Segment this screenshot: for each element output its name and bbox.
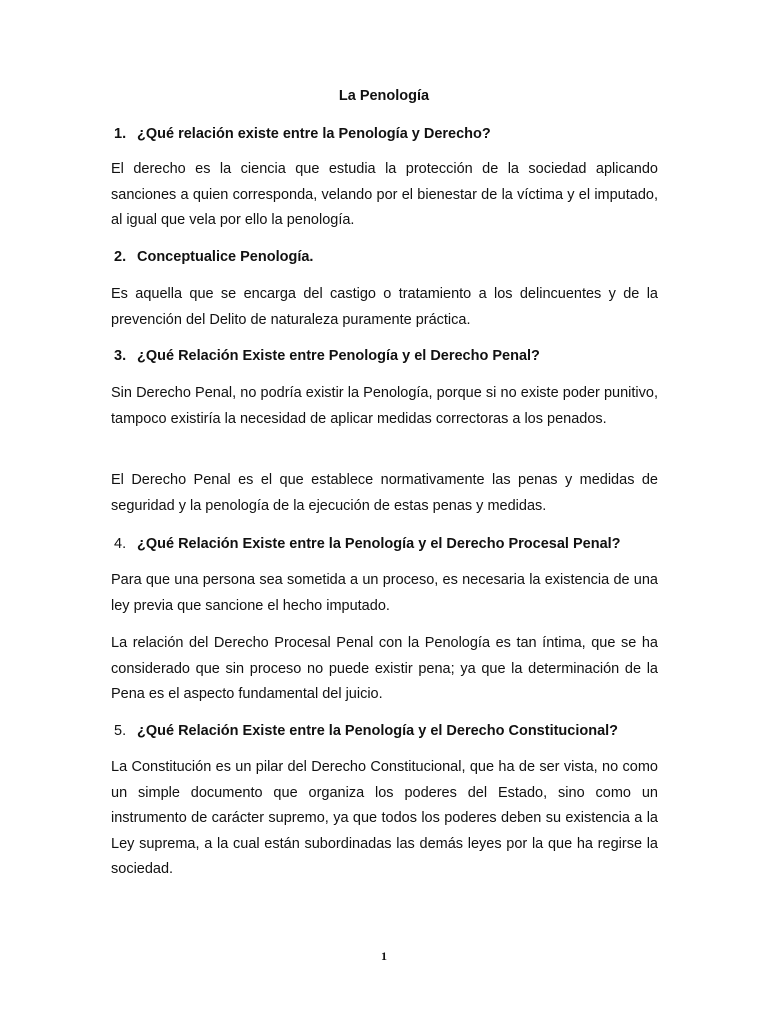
section-number: 2. [114, 249, 127, 265]
document-title: La Penología [338, 88, 430, 104]
section-5-heading [114, 721, 674, 741]
section-number: 3. [114, 348, 127, 364]
section-1-paragraph-1: El derecho es la ciencia que estudia la protección de la sociedad aplicando sanciones a quien corresponda, velando por el bienestar de la víctima y el imputado, al igual que vela por ello la penología. [111, 161, 658, 228]
section-question: Conceptualice Penología. [137, 249, 314, 265]
section-4-paragraph-2: La relación del Derecho Procesal Penal con la Penología es tan íntima, que se ha considerado que sin proceso no puede existir pena; ya que la determinación de la Pena es el aspecto fundamental del juicio. [111, 635, 658, 702]
section-3-heading [114, 346, 674, 366]
section-4-paragraph-1: Para que una persona sea sometida a un proceso, es necesaria la existencia de una ley previa que sancione el hecho imputado. [111, 572, 658, 614]
section-number: 4. [114, 536, 127, 552]
section-number: 5. [114, 723, 127, 739]
section-number: 1. [114, 126, 127, 142]
section-question: ¿Qué Relación Existe entre la Penología y el Derecho Procesal Penal? [137, 536, 621, 552]
page-number: 1 [381, 949, 387, 963]
section-4-heading [114, 534, 674, 554]
section-3-paragraph-1: Sin Derecho Penal, no podría existir la Penología, porque si no existe poder punitivo, tampoco existiría la necesidad de aplicar medidas correctoras a los penados. [111, 385, 658, 427]
section-question: ¿Qué Relación Existe entre Penología y el Derecho Penal? [137, 348, 540, 364]
section-3-paragraph-2: El Derecho Penal es el que establece normativamente las penas y medidas de seguridad y la penología de la ejecución de estas penas y medidas. [111, 472, 658, 514]
section-1-heading [114, 124, 674, 144]
section-2-heading [114, 247, 674, 267]
section-5-paragraph-1: La Constitución es un pilar del Derecho Constitucional, que ha de ser vista, no como un simple documento que organiza los poderes del Estado, sino como un instrumento de carácter supremo, ya que todos los poderes deben su existencia a la Ley suprema, a la cual están subordinadas las demás leyes por la que ha regirse la sociedad. [111, 759, 658, 877]
section-question: ¿Qué Relación Existe entre la Penología y el Derecho Constitucional? [137, 723, 619, 739]
section-question: ¿Qué relación existe entre la Penología y Derecho? [137, 126, 491, 142]
section-2-paragraph-1: Es aquella que se encarga del castigo o tratamiento a los delincuentes y de la prevención del Delito de naturaleza puramente práctica. [111, 286, 658, 328]
